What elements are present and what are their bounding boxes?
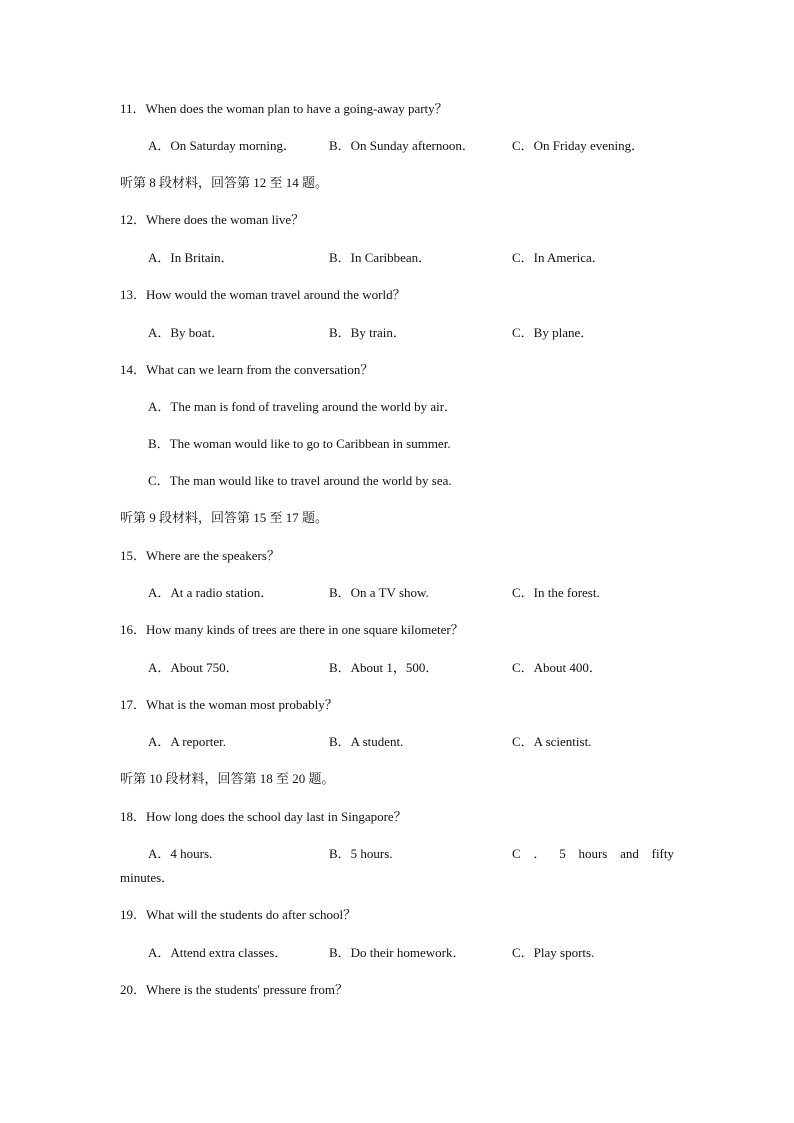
question-17-options	[148, 734, 676, 750]
option-c-word: 5	[559, 846, 566, 861]
option-a: A．At a radio station．	[148, 585, 274, 600]
question-14: 14．What can we learn from the conversation？	[120, 362, 374, 377]
option-b: B．A student.	[329, 734, 404, 749]
option-b: B．On a TV show.	[329, 585, 429, 600]
section-8-instruction: 听第 8 段材料，回答第 12 至 14 题。	[120, 175, 329, 190]
option-b: B．Do their homework．	[329, 945, 466, 960]
question-11: 11．When does the woman plan to have a going-away party？	[120, 101, 448, 116]
question-16: 16．How many kinds of trees are there in one square kilometer？	[120, 622, 464, 637]
question-18: 18．How long does the school day last in Singapore？	[120, 809, 407, 824]
option-a: A．About 750．	[148, 660, 239, 675]
question-13: 13．How would the woman travel around the world？	[120, 287, 406, 302]
option-c-word: hours	[578, 846, 608, 861]
option-c: C．In the forest.	[512, 585, 600, 600]
option-b: B．In Caribbean．	[329, 250, 432, 265]
question-19: 19．What will the students do after school？	[120, 907, 357, 922]
option-c	[512, 846, 674, 862]
option-c: C．A scientist.	[512, 734, 592, 749]
option-c: C．On Friday evening．	[512, 138, 645, 153]
option-c: C．In America．	[512, 250, 605, 265]
option-c-continuation: minutes．	[120, 870, 175, 885]
option-a: A．4 hours.	[148, 846, 213, 861]
option-b: B．About 1，500．	[329, 660, 439, 675]
option-c: C．The man would like to travel around the world by sea.	[148, 473, 452, 488]
option-c-word: ．	[533, 846, 547, 861]
option-c-word: fifty	[651, 846, 674, 861]
section-9-instruction: 听第 9 段材料，回答第 15 至 17 题。	[120, 510, 329, 525]
option-a: A．Attend extra classes．	[148, 945, 288, 960]
option-a: A．A reporter.	[148, 734, 226, 749]
question-11-options	[148, 138, 676, 154]
option-a: A．The man is fond of traveling around the world by air．	[148, 399, 458, 414]
option-c: C．About 400．	[512, 660, 602, 675]
option-c-word: and	[620, 846, 639, 861]
option-a: A．On Saturday morning．	[148, 138, 297, 153]
option-b: B．5 hours.	[329, 846, 393, 861]
option-c: C．By plane．	[512, 325, 594, 340]
question-15-options	[148, 585, 676, 601]
question-15: 15．Where are the speakers？	[120, 548, 280, 563]
option-c-letter: C	[512, 846, 521, 861]
question-17: 17．What is the woman most probably？	[120, 697, 338, 712]
question-12-options	[148, 250, 676, 266]
question-19-options	[148, 945, 676, 961]
option-b: B．On Sunday afternoon．	[329, 138, 475, 153]
option-b: B．By train．	[329, 325, 406, 340]
question-12: 12．Where does the woman live？	[120, 212, 305, 227]
question-13-options	[148, 325, 676, 341]
option-a: A．By boat．	[148, 325, 225, 340]
section-10-instruction: 听第 10 段材料，回答第 18 至 20 题。	[120, 771, 335, 786]
option-b: B．The woman would like to go to Caribbean in summer.	[148, 436, 451, 451]
question-16-options	[148, 660, 676, 676]
question-20: 20．Where is the students' pressure from？	[120, 982, 348, 997]
option-c: C．Play sports.	[512, 945, 595, 960]
option-a: A．In Britain．	[148, 250, 234, 265]
